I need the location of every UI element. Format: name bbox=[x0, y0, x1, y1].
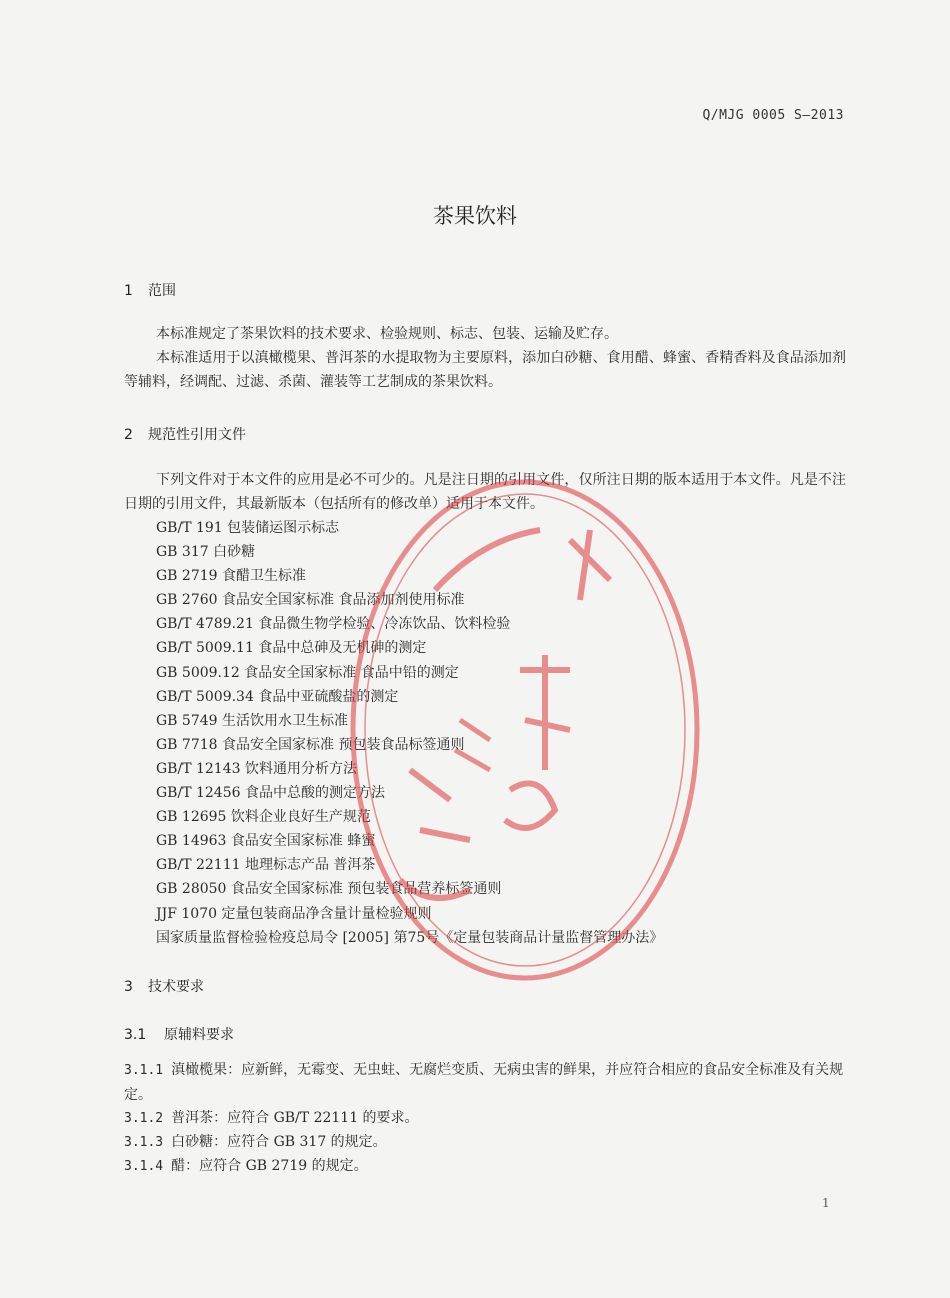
subsection-title: 原辅料要求 bbox=[164, 1027, 234, 1043]
document-code: Q/MJG 0005 S—2013 bbox=[702, 108, 844, 123]
reference-item: GB 14963 食品安全国家标准 蜂蜜 bbox=[156, 833, 376, 850]
subsection-number: 3.1 bbox=[124, 1027, 147, 1043]
reference-item: GB/T 4789.21 食品微生物学检验、冷冻饮品、饮料检验 bbox=[156, 616, 511, 633]
reference-item: GB 5749 生活饮用水卫生标准 bbox=[156, 712, 349, 729]
clause-text: 白砂糖：应符合 GB 317 的规定。 bbox=[171, 1134, 387, 1150]
section-number: 3 bbox=[124, 979, 133, 995]
clause-3-1-2 bbox=[124, 1106, 846, 1131]
reference-item: GB 7718 食品安全国家标准 预包装食品标签通则 bbox=[156, 736, 465, 753]
section-number: 2 bbox=[124, 427, 133, 443]
reference-list bbox=[156, 516, 663, 950]
clause-3-1-3 bbox=[124, 1130, 846, 1155]
scope-paragraph-1: 本标准规定了茶果饮料的技术要求、检验规则、标志、包装、运输及贮存。 bbox=[156, 326, 618, 342]
clause-text: 醋：应符合 GB 2719 的规定。 bbox=[171, 1158, 368, 1174]
clause-text: 滇橄榄果：应新鲜，无霉变、无虫蛀、无腐烂变质、无病虫害的鲜果，并应符合相应的食品安全标准及有关规定。 bbox=[124, 1062, 844, 1103]
clause-number: 3.1.1 bbox=[124, 1063, 164, 1078]
page-number: 1 bbox=[822, 1196, 830, 1210]
section-number: 1 bbox=[124, 283, 133, 299]
reference-item: GB 28050 食品安全国家标准 预包装食品营养标签通则 bbox=[156, 881, 502, 898]
clause-number: 3.1.3 bbox=[124, 1135, 164, 1150]
clause-3-1-4 bbox=[124, 1154, 846, 1179]
section-title: 技术要求 bbox=[148, 979, 204, 995]
reference-item: JJF 1070 定量包装商品净含量计量检验规则 bbox=[156, 905, 432, 922]
reference-item: GB 5009.12 食品安全国家标准 食品中铅的测定 bbox=[156, 664, 459, 681]
document-title: 茶果饮料 bbox=[433, 204, 517, 228]
reference-item: GB 12695 饮料企业良好生产规范 bbox=[156, 809, 371, 826]
references-intro: 下列文件对于本文件的应用是必不可少的。凡是注日期的引用文件，仅所注日期的版本适用于本文件。凡是不注日期的引用文件，其最新版本（包括所有的修改单）适用于本文件。 bbox=[124, 472, 846, 512]
section-2-heading bbox=[124, 424, 246, 444]
reference-item: 国家质量监督检验检疫总局令 [2005] 第75号《定量包装商品计量监督管理办法》 bbox=[156, 929, 664, 946]
clause-number: 3.1.2 bbox=[124, 1111, 164, 1126]
clause-text: 普洱茶：应符合 GB/T 22111 的要求。 bbox=[171, 1110, 419, 1126]
reference-item: GB 2719 食醋卫生标准 bbox=[156, 568, 307, 585]
clause-3-1-1 bbox=[124, 1058, 846, 1107]
scope-paragraph-2: 本标准适用于以滇橄榄果、普洱茶的水提取物为主要原料，添加白砂糖、食用醋、蜂蜜、香精香料及食品添加剂等辅料，经调配、过滤、杀菌、灌装等工艺制成的茶果饮料。 bbox=[124, 350, 846, 390]
reference-item: GB/T 5009.11 食品中总砷及无机砷的测定 bbox=[156, 640, 427, 657]
section-title: 范围 bbox=[148, 283, 176, 299]
reference-item: GB 317 白砂糖 bbox=[156, 544, 256, 561]
subsection-3-1-heading bbox=[124, 1024, 234, 1044]
reference-item: GB 2760 食品安全国家标准 食品添加剂使用标准 bbox=[156, 592, 465, 609]
clause-number: 3.1.4 bbox=[124, 1159, 164, 1174]
reference-item: GB/T 12456 食品中总酸的测定方法 bbox=[156, 785, 385, 802]
reference-item: GB/T 12143 饮料通用分析方法 bbox=[156, 760, 357, 777]
section-title: 规范性引用文件 bbox=[148, 427, 246, 443]
reference-item: GB/T 22111 地理标志产品 普洱茶 bbox=[156, 857, 376, 874]
reference-item: GB/T 191 包装储运图示标志 bbox=[156, 520, 340, 536]
section-3-heading bbox=[124, 976, 204, 996]
section-1-heading bbox=[124, 280, 176, 300]
reference-item: GB/T 5009.34 食品中亚硫酸盐的测定 bbox=[156, 688, 399, 705]
